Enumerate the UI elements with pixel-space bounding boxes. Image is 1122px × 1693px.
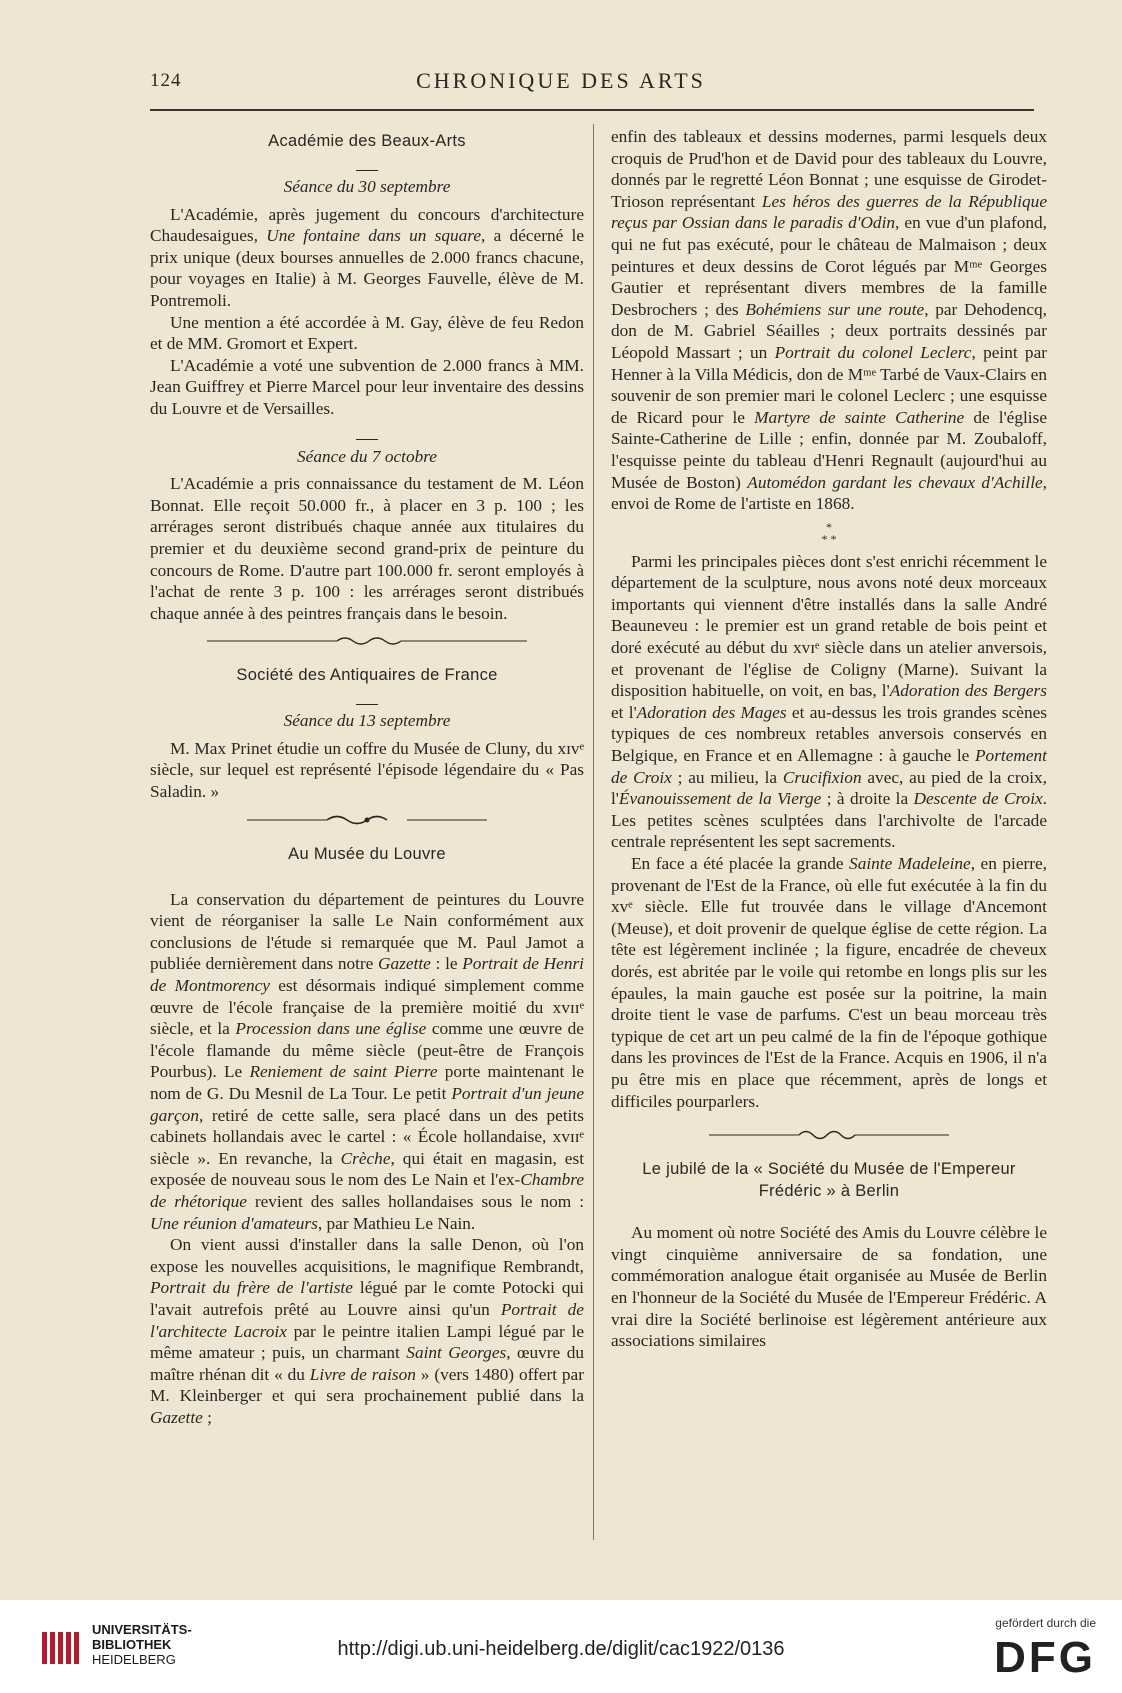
left-column (150, 126, 584, 1429)
paragraph: Parmi les principales pièces dont s'est enrichi récemment le département de la sculpture, nous avons noté deux morceaux importants qui viennent d'être installés dans la salle André Beauneveu : le premier est un grand retable de bois peint et doré exécuté au début du xvɪᵉ siècle dans un atelier anversois, et provenant de l'église de Coligny (Marne). Suivant la disposition habituelle, on voit, en bas, l'Adoration des Bergers et l'Adoration des Mages et au-dessus les trois grandes scènes typiques de ces nombreux retables anversois conservés en Belgique, en France et en Allemagne : à gauche le Portement de Croix ; au milieu, la Crucifixion avec, au pied de la croix, l'Évanouissement de la Vierge ; à droite la Descente de Croix. Les petites scènes sculptées dans l'archivolte de l'arcade centrale représentent les sept sacrements. (611, 551, 1047, 852)
dash-separator (150, 428, 584, 442)
ornament-divider (611, 1126, 1047, 1148)
running-title: CHRONIQUE DES ARTS (416, 68, 706, 93)
paragraph: Une mention a été accordée à M. Gay, élève de feu Redon et de MM. Gromort et Expert. (150, 312, 584, 354)
dash-separator (150, 158, 584, 172)
paragraph: enfin des tableaux et dessins modernes, parmi lesquels deux croquis de Prud'hon et de David pour des tableaux du Louvre, donnés par le regretté Léon Bonnat ; une esquisse de Girodet-Trioson représentant Les héros des guerres de la République reçus par Ossian dans le paradis d'Odin, en vue d'un plafond, qui ne fut pas exécuté, pour le château de Malmaison ; deux peintures et deux dessins de Corot légués par Mᵐᵉ Georges Gautier et représentant divers membres de la famille Desbrochers ; des Bohémiens sur une route, par Dehodencq, don de M. Gabriel Séailles ; deux portraits dessinés par Léopold Massart ; un Portrait du colonel Leclerc, peint par Henner à la Villa Médicis, don de Mᵐᵉ Tarbé de Vaux-Clairs en souvenir de son premier mari le colonel Leclerc ; une esquisse de Ricard pour le Martyre de sainte Catherine de l'église Sainte-Catherine de Lille ; enfin, donnée par M. Zoubaloff, l'esquisse peinte du tableau d'Henri Regnault (aujourd'hui au Musée de Boston) Automédon gardant les chevaux d'Achille, envoi de Rome de l'artiste en 1868. (611, 127, 1048, 514)
section-title-jubile: Le jubilé de la « Société du Musée de l'Empereur Frédéric » à Berlin (642, 1160, 1016, 1201)
seance-heading: Séance du 7 octobre (297, 446, 437, 466)
header-rule (150, 109, 1034, 111)
university-name: UNIVERSITÄTS- BIBLIOTHEK HEIDELBERG (92, 1622, 192, 1667)
right-column (611, 126, 1047, 1352)
seance-heading: Séance du 30 septembre (283, 177, 451, 196)
dash-separator (150, 692, 584, 706)
paragraph: L'Académie a voté une subvention de 2.000 francs à MM. Jean Guiffrey et Pierre Marcel pour leur inventaire des dessins du Louvre et de Versailles. (150, 355, 584, 418)
asterism: * * * (821, 519, 837, 546)
source-url-link[interactable]: http://digi.ub.uni-heidelberg.de/diglit/cac1922/0136 (337, 1638, 785, 1660)
funding-label: gefördert durch die (995, 1616, 1096, 1630)
paragraph: La conservation du département de peintures du Louvre vient de réorganiser la salle Le Nain conformément aux conclusions de l'étude si remarquée que M. Paul Jamot a publiée dernièrement dans notre Gazette : le Portrait de Henri de Montmorency est désormais indiqué simplement comme œuvre de l'école française de la première moitié du xvɪɪᵉ siècle, et la Procession dans une église comme une œuvre de l'école flamande du même siècle (peut-être de François Pourbus). Le Reniement de saint Pierre porte maintenant le nom de G. Du Mesnil de La Tour. Le petit Portrait d'un jeune garçon, retiré de cette salle, sera placé dans un des petits cabinets hollandais avec le cartel : « École hollandaise, xvɪɪᵉ siècle ». En revanche, la Crèche, qui était en magasin, est exposée de nouveau sous le nom des Le Nain et l'ex-Chambre de rhétorique revient des salles hollandaises sous le nom : Une réunion d'amateurs, par Mathieu Le Nain. (150, 889, 585, 1233)
column-rule (593, 124, 594, 1540)
ornament-divider (150, 632, 584, 654)
footer-bar (0, 1600, 1122, 1693)
paragraph: Au moment où notre Société des Amis du Louvre célèbre le vingt cinquième anniversaire de sa fondation, une commémoration analogue était organisée au Musée de Berlin en l'honneur de la Société du Musée de l'Empereur Frédéric. A vrai dire la Société berlinoise est légèrement antérieure aux associations similaires (611, 1223, 1047, 1351)
section-title-antiquaires: Société des Antiquaires de France (236, 666, 498, 685)
paragraph: On vient aussi d'installer dans la salle Denon, où l'on expose les nouvelles acquisitions, le magnifique Rembrandt, Portrait du frère de l'artiste légué par le comte Potocki qui l'avait autrefois prêté au Louvre ainsi qu'un Portrait de l'architecte Lacroix par le peintre italien Lampi légué par le même amateur ; puis, un charmant Saint Georges, œuvre du maître rhénan dit « du Livre de raison » (vers 1480) offert par M. Kleinberger et qui sera prochainement publié dans la Gazette ; (150, 1235, 584, 1427)
page-number: 124 (150, 70, 182, 91)
section-title-louvre: Au Musée du Louvre (288, 844, 446, 863)
paragraph: En face a été placée la grande Sainte Madeleine, en pierre, provenant de l'Est de la France, où elle fut exécutée à la fin du xvᵉ siècle. Elle fut trouvée dans le village d'Ancemont (Meuse), et doit provenir de quelque église de cette région. La tête est légèrement inclinée ; la figure, encadrée de cheveux dorés, est abritée par le voile qui retombe en longs plis sur les épaules, la main gauche est posée sur la poitrine, la main droite tient le vase de parfums. C'est un beau morceau très typique de cet art un peu calmé de la fin de l'époque gothique dans les provinces de l'Est de la France. Acquis en 1906, il n'a pu être mis en place que récemment, après de longs et difficiles pourparlers. (611, 854, 1047, 1111)
seance-heading: Séance du 13 septembre (283, 711, 451, 731)
dfg-logo: DFG (994, 1633, 1096, 1682)
paragraph: M. Max Prinet étudie un coffre du Musée de Cluny, du xɪvᵉ siècle, sur lequel est représenté l'épisode légendaire du « Pas Saladin. » (150, 738, 584, 802)
ornament-divider (150, 811, 584, 833)
paragraph: L'Académie, après jugement du concours d'architecture Chaudesaigues, Une fontaine dans un square, a décerné le prix unique (deux bourses annuelles de 2.000 francs chacune, pour voyages en Italie) à M. Georges Fauvelle, élève de M. Pontremoli. (150, 204, 584, 310)
paragraph: L'Académie a pris connaissance du testament de M. Léon Bonnat. Elle reçoit 50.000 fr., à placer en 3 p. 100 ; les arrérages seront distribués chaque année aux titulaires du premier et du deuxième second grand-prix de peinture du concours de Rome. D'autre part 100.000 fr. seront employés à l'achat de rente 3 p. 100 : les arrérages seront distribués chaque année à des peintres français dans le besoin. (150, 474, 584, 623)
section-title-academie: Académie des Beaux-Arts (268, 132, 466, 150)
